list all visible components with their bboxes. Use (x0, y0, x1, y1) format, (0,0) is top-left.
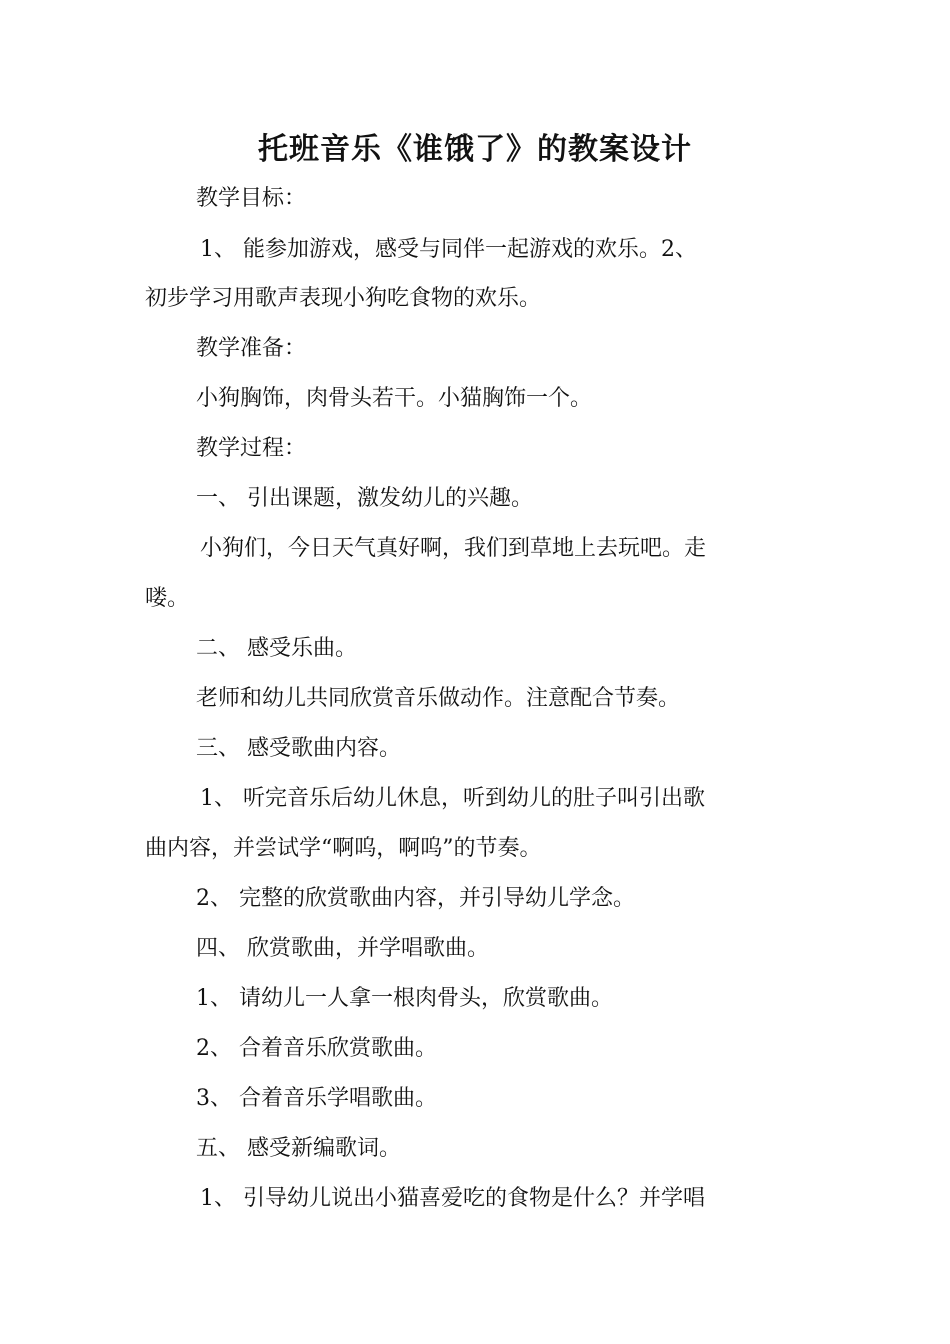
paragraph-line: 曲内容，并尝试学“啊呜，啊呜”的节奏。 (145, 836, 542, 861)
step-heading: 三、 感受歌曲内容。 (196, 736, 401, 761)
section-heading-preparation: 教学准备： (196, 336, 307, 361)
paragraph-line: 初步学习用歌声表现小狗吃食物的欢乐。 (145, 286, 542, 311)
list-item: 3、 合着音乐学唱歌曲。 (196, 1086, 437, 1111)
paragraph-line: 小狗胸饰，肉骨头若干。小猫胸饰一个。 (196, 386, 593, 411)
paragraph-line: 喽。 (145, 586, 190, 611)
step-heading: 五、 感受新编歌词。 (196, 1136, 401, 1161)
list-item: 1、 听完音乐后幼儿休息，听到幼儿的肚子叫引出歌 (200, 786, 705, 811)
paragraph-line: 老师和幼儿共同欣赏音乐做动作。注意配合节奏。 (196, 686, 681, 711)
section-heading-process: 教学过程： (196, 436, 307, 461)
step-heading: 一、 引出课题，激发幼儿的兴趣。 (196, 486, 533, 511)
step-heading: 二、 感受乐曲。 (196, 636, 357, 661)
list-item: 2、 合着音乐欣赏歌曲。 (196, 1036, 437, 1061)
list-item: 1、 请幼儿一人拿一根肉骨头，欣赏歌曲。 (196, 986, 613, 1011)
list-item: 2、 完整的欣赏歌曲内容，并引导幼儿学念。 (196, 886, 635, 911)
list-item: 1、 引导幼儿说出小猫喜爱吃的食物是什么？并学唱 (200, 1186, 705, 1211)
paragraph-line: 1、 能参加游戏，感受与同伴一起游戏的欢乐。2、 (200, 237, 697, 262)
paragraph-line: 小狗们，今日天气真好啊，我们到草地上去玩吧。走 (200, 536, 707, 561)
step-heading: 四、 欣赏歌曲，并学唱歌曲。 (196, 936, 489, 961)
document-title: 托班音乐《谁饿了》的教案设计 (258, 132, 692, 167)
section-heading-objectives: 教学目标： (196, 186, 307, 211)
